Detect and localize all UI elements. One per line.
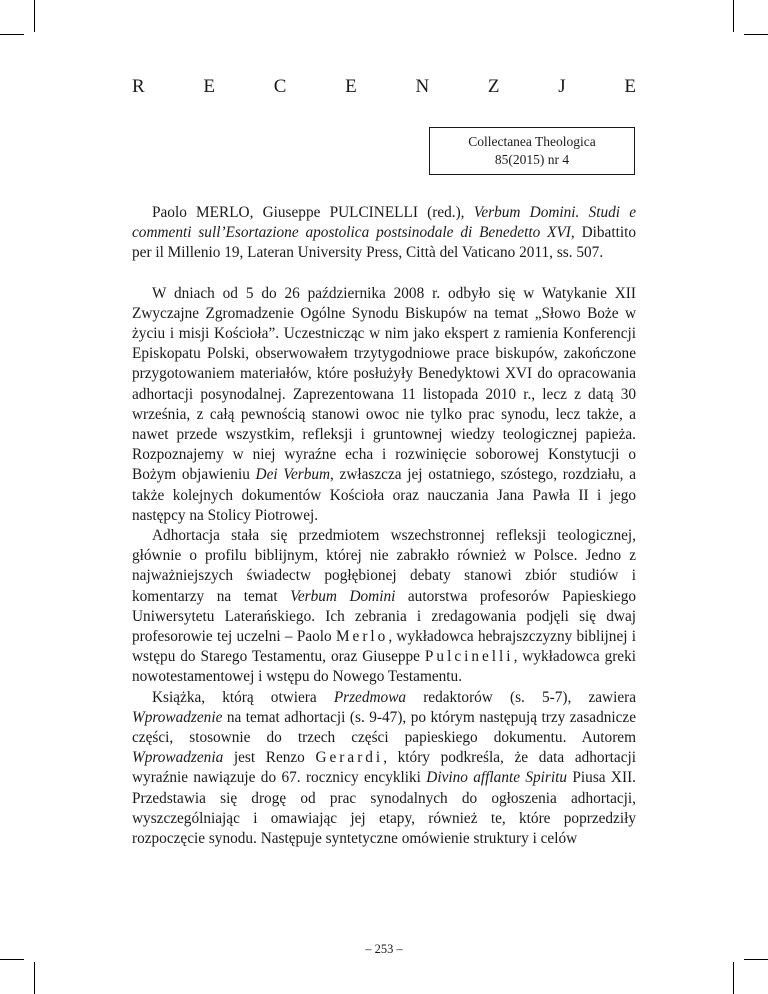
crop-mark [34,962,35,994]
running-head-letter: C [273,76,287,97]
crop-mark [0,959,24,960]
crop-mark [733,962,734,994]
bibliographic-citation: Paolo MERLO, Giuseppe PULCINELLI (red.), Verbum Domini. Studi e commenti sull’Esortazione apostolica postsinodale di Benedetto XVI, Dibattito per il Millenio 19, Lateran University Press, Città del Vaticano 2011, ss. 507. [132,204,636,262]
paragraph: W dniach od 5 do 26 października 2008 r. odbyło się w Watykanie XII Zwyczajne Zgromadzenie Ogólne Synodu Biskupów na temat „Słowo Boże w życiu i misji Kościoła”. Uczestnicząc w nim jako ekspert z ramienia Konferencji Episkopatu Polski, obserwowałem trzytygodniowe prace biskupów, zakończone przygotowaniem materiałów, które posłużyły Benedyktowi XVI do opracowania adhortacji posynodalnej. Zaprezentowana 11 listopada 2010 r., lecz z datą 30 września, z całą pewnością stanowi owoc nie tylko prac synodu, lecz także, a nawet przede wszystkim, refleksji i gruntownej wiedzy teologicznej papieża. Rozpoznajemy w niej wyraźne echa i rozwinięcie soborowej Konstytucji o Bożym objawieniu Dei Verbum, zwłaszcza jej ostatniego, szóstego, rozdziału, a także kolejnych dokumentów Kościoła oraz nauczania Jana Pawła II i jego następcy na Stolicy Piotrowej. [132,284,636,524]
running-head-letter: J [558,76,566,97]
paragraph: Adhortacja stała się przedmiotem wszechstronnej refleksji teologicznej, głównie o profilu biblijnym, której nie zabrakło również w Polsce. Jedno z najważniejszych świadectw pogłębionej debaty stanowi zbiór studiów i komentarzy na temat Verbum Domini autorstwa profesorów Papieskiego Uniwersytetu Laterańskiego. Ich zebrania i zredagowania podjęli się dwaj profesorowie tej uczelni – Paolo Merlo, wykładowca hebrajszczyzny biblijnej i wstępu do Starego Testamentu, oraz Giuseppe Pulcinelli, wykładowca greki nowotestamentowej i wstępu do Nowego Testamentu. [132,527,636,686]
crop-mark [733,0,734,32]
page-number: – 253 – [365,942,403,956]
crop-mark [0,34,24,35]
crop-mark [744,34,768,35]
running-head-letter: N [415,76,430,97]
journal-name: Collectanea Theologica [468,134,596,149]
running-head [132,76,636,98]
crop-mark [34,0,35,32]
review-body [132,203,636,849]
running-head-letter: R [132,76,145,97]
running-head-letter: E [203,76,216,97]
crop-mark [744,959,768,960]
journal-box [429,127,635,175]
running-head-letter: Z [487,76,500,97]
running-head-letter: E [345,76,357,97]
paragraph: Książka, którą otwiera Przedmowa redaktorów (s. 5-7), zawiera Wprowadzenie na temat adhortacji (s. 9-47), po którym następują trzy zasadnicze części, stosownie do trzech części papieskiego dokumentu. Autorem Wprowadzenia jest Renzo Gerardi, który podkreśla, że data adhortacji wyraźnie nawiązuje do 67. rocznicy encykliki Divino afflante Spiritu Piusa XII. Przedstawia się drogę od prac synodalnych do ogłoszenia adhortacji, wyszczególniając i omawiając jej etapy, również te, które poprzedziły rozpoczęcie synodu. Następuje syntetyczne omówienie struktury i celów [132,688,637,848]
journal-issue: 85(2015) nr 4 [494,152,570,167]
running-head-letter: E [624,76,636,97]
